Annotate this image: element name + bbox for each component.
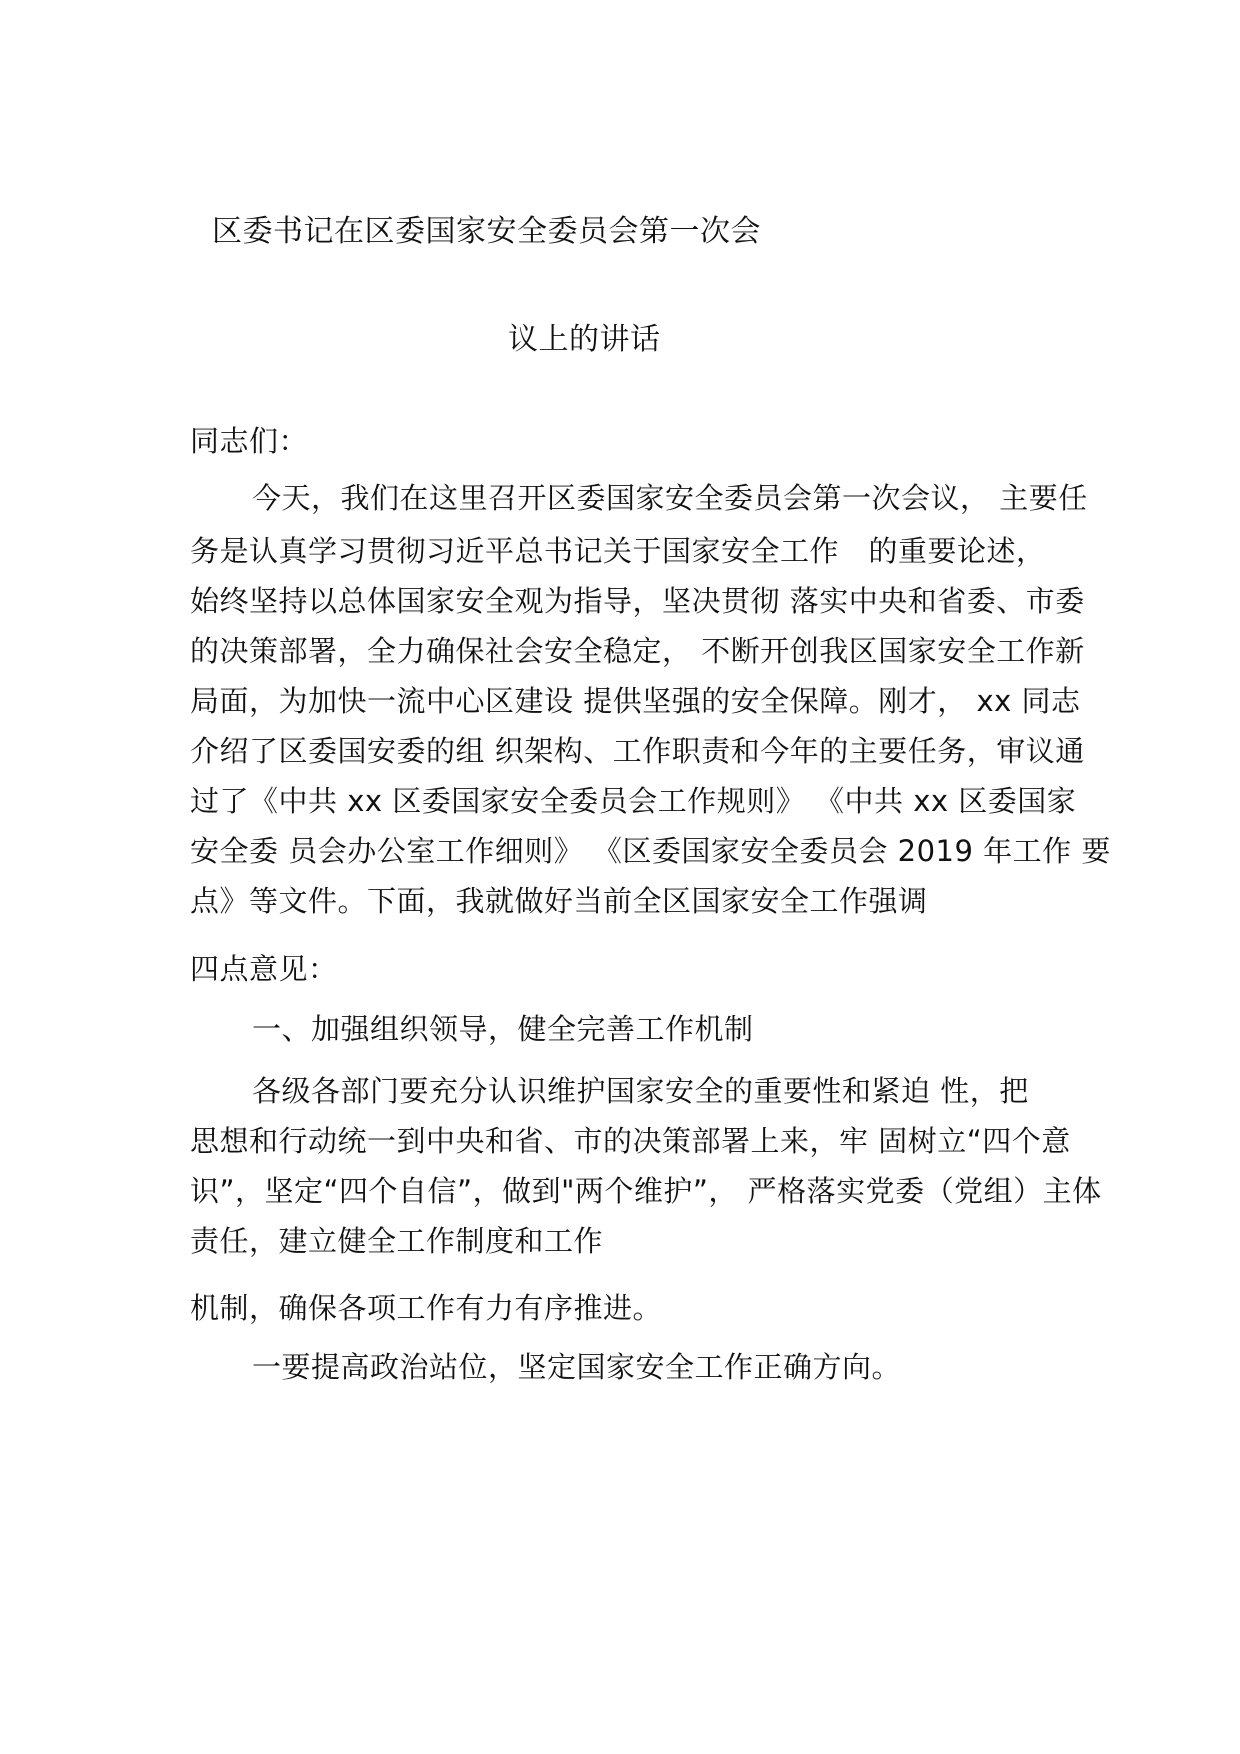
title-line-1: 区委书记在区委国家安全委员会第一次会 [212,214,761,249]
paragraph-1-line: 始终坚持以总体国家安全观为指导，坚决贯彻 落实中央和省委、市委 [190,584,1085,618]
paragraph-1-line: 安全委 员会办公室工作细则》 《区委国家安全委员会 2019 年工作 要 [190,834,1111,868]
title-line-2: 议上的讲话 [508,322,661,357]
paragraph-2-line: 责任，建立健全工作制度和工作 [190,1224,604,1258]
paragraph-1-line: 过了《中共 xx 区委国家安全委员会工作规则》 《中共 xx 区委国家 [190,784,1077,818]
paragraph-1-line: 的决策部署，全力确保社会安全稳定， 不断开创我区国家安全工作新 [190,634,1085,668]
paragraph-2-tail: 机制，确保各项工作有力有序推进。 [190,1291,663,1325]
paragraph-1-tail: 四点意见： [190,952,338,986]
paragraph-1-line: 今天，我们在这里召开区委国家安全委员会第一次会议， 主要任 [252,481,1088,515]
paragraph-1-line: 务是认真学习贯彻习近平总书记关于国家安全工作 的重要论述， [190,534,1046,568]
paragraph-2-line: 各级各部门要充分认识维护国家安全的重要性和紧迫 性，把 [252,1074,1029,1108]
subpoint-1: 一要提高政治站位，坚定国家安全工作正确方向。 [252,1350,902,1384]
paragraph-2-line: 思想和行动统一到中央和省、市的决策部署上来，牢 固树立“四个意 [190,1124,1071,1158]
paragraph-1-line: 局面，为加快一流中心区建设 提供坚强的安全保障。刚才， xx 同志 [190,684,1081,718]
section-heading-1: 一、加强组织领导，健全完善工作机制 [252,1012,754,1046]
paragraph-1-line: 点》等文件。下面，我就做好当前全区国家安全工作强调 [190,884,928,918]
paragraph-1-line: 介绍了区委国安委的组 织架构、工作职责和今年的主要任务，审议通 [190,734,1085,768]
paragraph-2-line: 识”，坚定“四个自信”，做到"两个维护”， 严格落实党委（党组）主体 [190,1174,1102,1208]
salutation: 同志们： [190,424,309,458]
